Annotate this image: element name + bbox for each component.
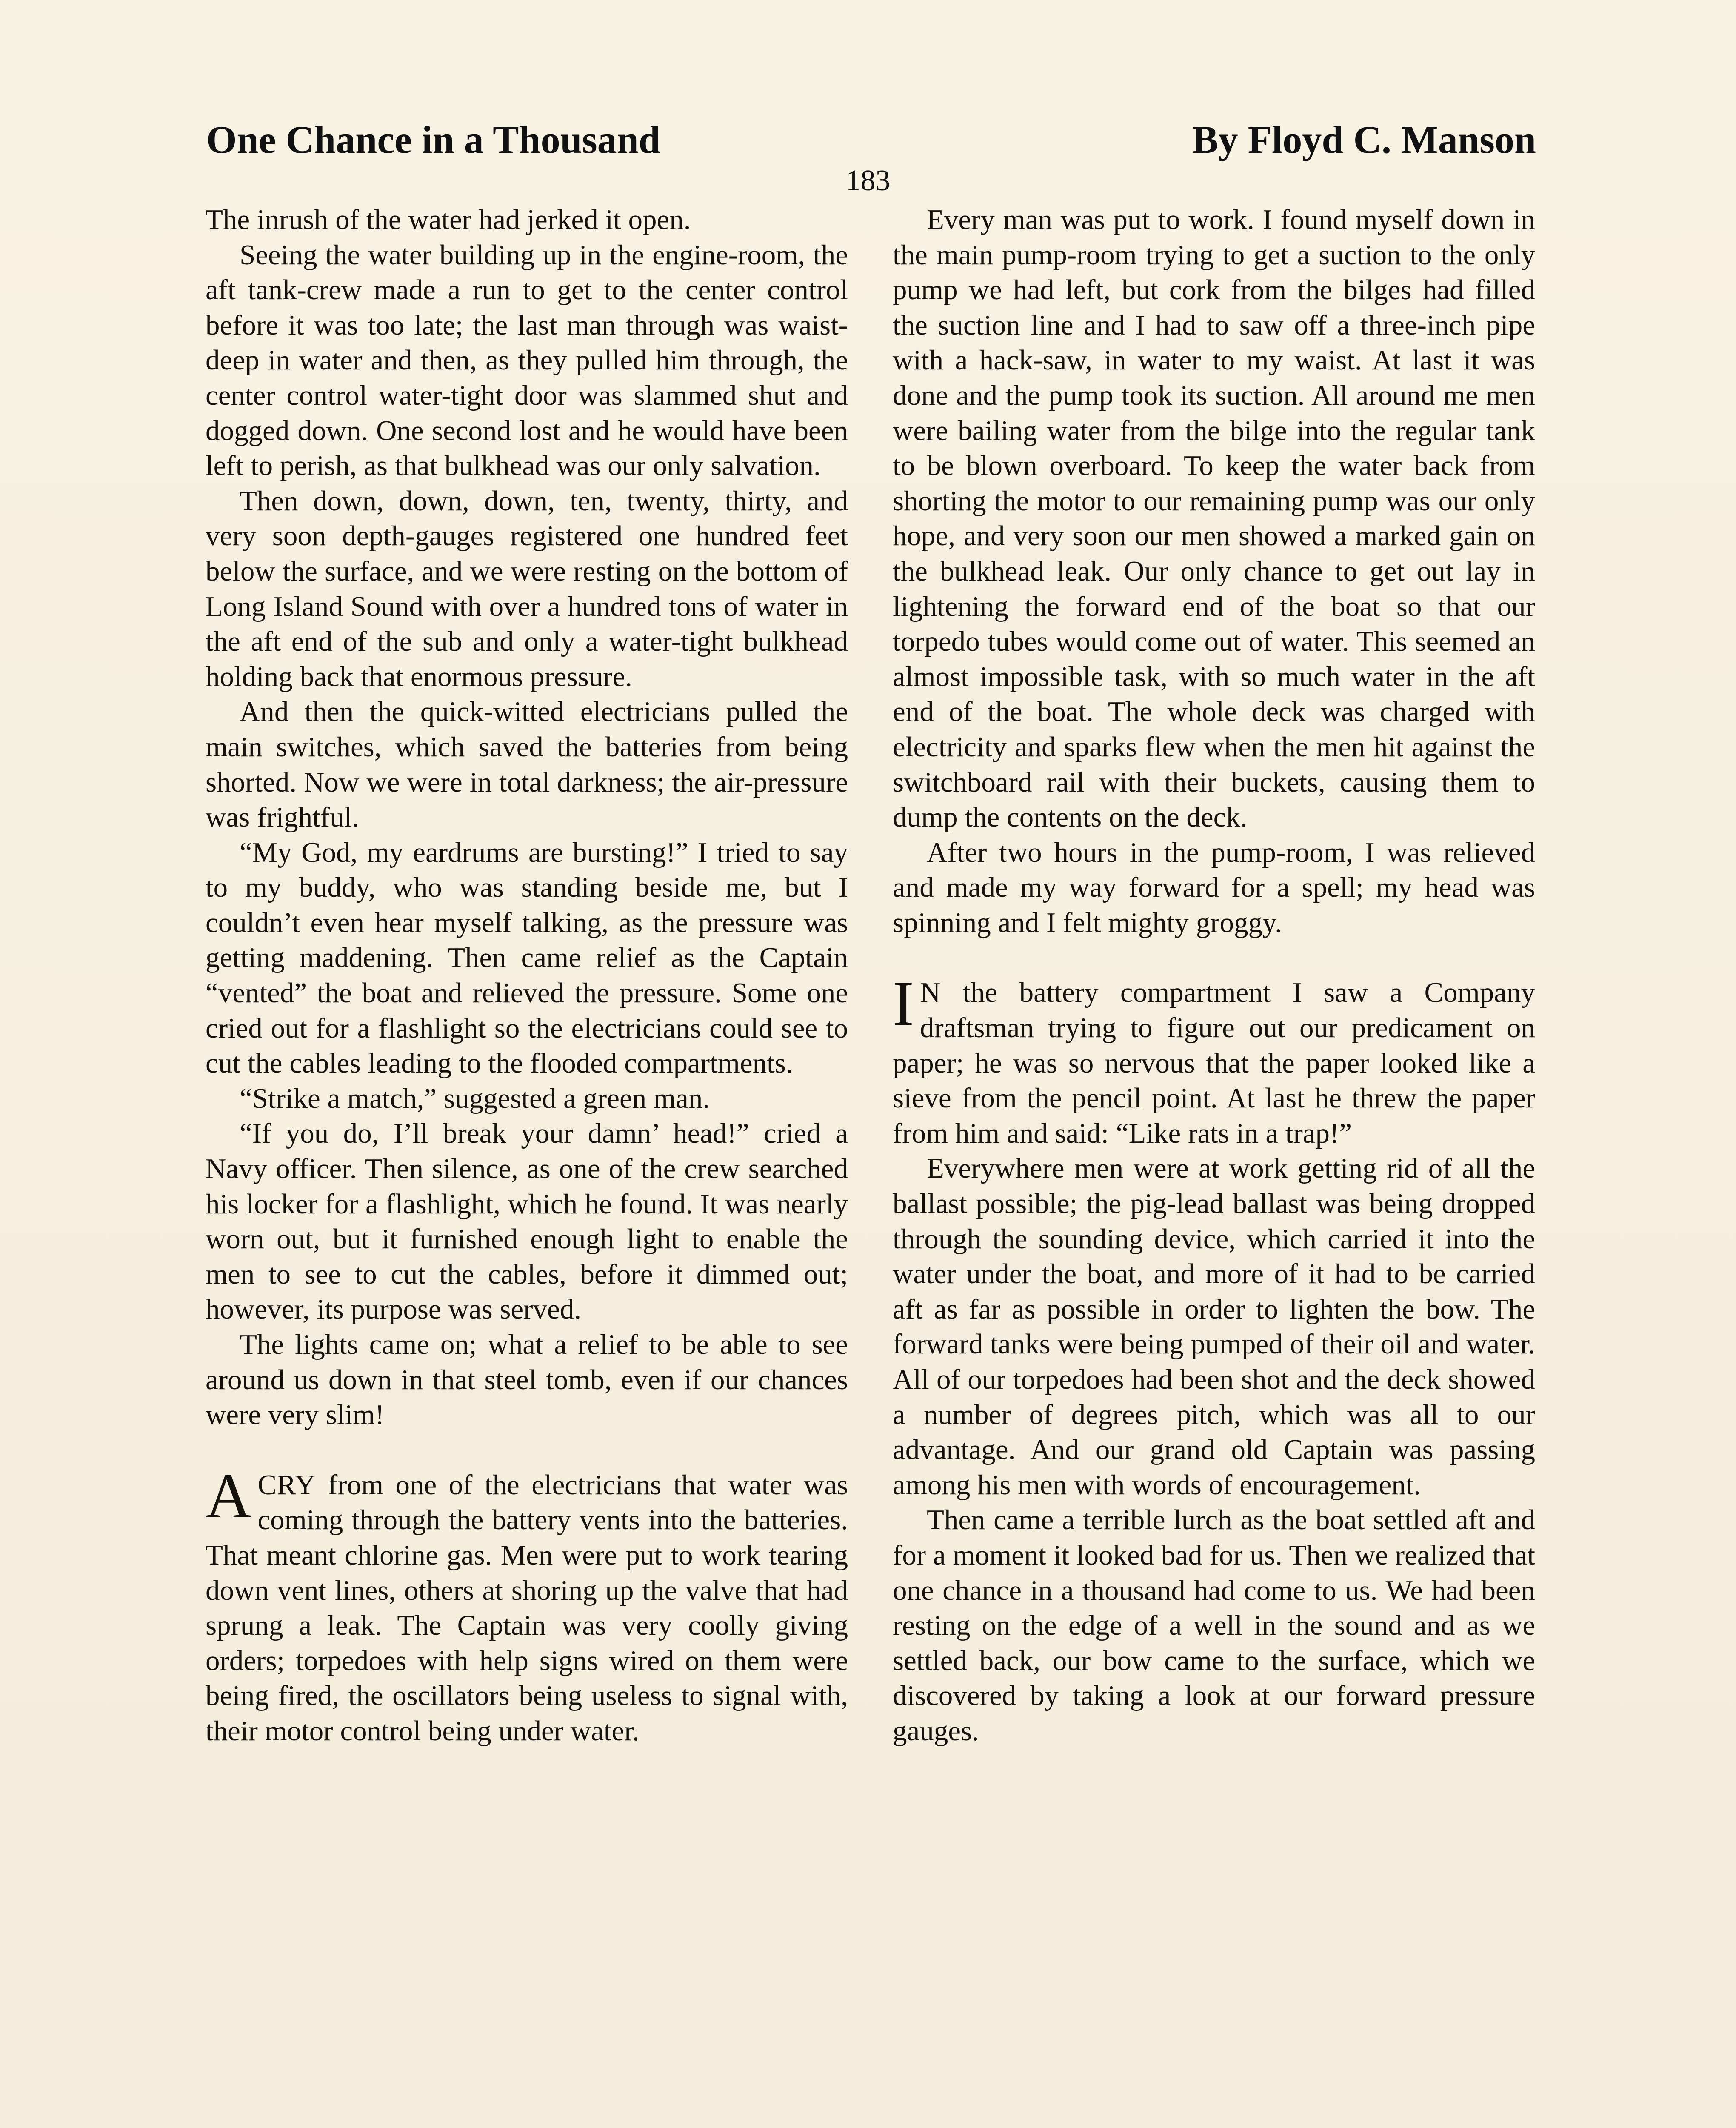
- paragraph: After two hours in the pump-room, I was relieved and made my way forward for a spell; my head was spinning and I felt mighty groggy.: [893, 836, 1535, 938]
- paragraph: Everywhere men were at work getting rid of all the ballast possible; the pig-lead ballast was being dropped through the sounding device, which carried it into the water under the boat, and more of it had to be carried aft as far as possible in order to lighten the bow. The forward tanks were being pumped of their oil and water. All of our torpedoes had been shot and the deck showed a number of degrees pitch, which was all to our advantage. And our grand old Captain was passing among his men with words of encouragement.: [893, 1153, 1535, 1501]
- paragraph: “My God, my eardrums are bursting!” I tried to say to my buddy, who was standing beside me, but I couldn’t even hear myself talking, as the pressure was getting maddening. Then came relief as the Captain “vented” the boat and relieved the pressure. Some one cried out for a flashlight so the electricians could see to cut the cables leading to the flooded compartments.: [206, 836, 848, 1079]
- paragraph: Then came a terrible lurch as the boat settled aft and for a moment it looked bad for us. Then we realized that one chance in a thousand had come to us. We had been resting on the edge of a well in the sound and as we settled back, our bow came to the surface, which we discovered by taking a look at our forward pressure gauges.: [893, 1504, 1535, 1747]
- drop-cap: A: [206, 1460, 252, 1531]
- paragraph: And then the quick-witted electricians pulled the main switches, which saved the batteries from being shorted. Now we were in total darkness; the air-pressure was frightful.: [206, 696, 848, 833]
- paragraph: Seeing the water building up in the engine-room, the aft tank-crew made a run to get to the center control before it was too late; the last man through was waist-deep in water and then, as they pulled him through, the center control water-tight door was slammed shut and dogged down. One second lost and he would have been left to perish, as that bulkhead was our only salvation.: [206, 239, 848, 482]
- paragraph-text: from one of the electricians that water was coming through the battery vents into the batteries. That meant chlorine gas. Men were put to work tearing down vent lines, others at shoring up the valve that had sprung a leak. The Captain was very coolly giving orders; torpedoes with help signs wired on them were being fired, the oscillators being useless to signal with, their motor control being under water.: [206, 1469, 848, 1747]
- drop-cap: I: [893, 968, 914, 1039]
- lead-word: N: [919, 977, 941, 1009]
- author-byline: By Floyd C. Manson: [1192, 118, 1536, 161]
- paragraph: The inrush of the water had jerked it open.: [206, 204, 691, 235]
- paragraph: “Strike a match,” suggested a green man.: [240, 1082, 710, 1114]
- paragraph: “If you do, I’ll break your damn’ head!” cried a Navy officer. Then silence, as one of the crew searched his locker for a flashlight, which he found. It was nearly worn out, but it furnished enough light to enable the men to see to cut the cables, before it dimmed out; however, its purpose was served.: [206, 1118, 848, 1325]
- paragraph: Then down, down, down, ten, twenty, thirty, and very soon depth-gauges registered one hundred feet below the surface, and we were resting on the bottom of Long Island Sound with over a hundred tons of water in the aft end of the sub and only a water-tight bulkhead holding back that enormous pressure.: [206, 485, 848, 692]
- page-number: 183: [845, 164, 891, 197]
- paragraph: Every man was put to work. I found myself down in the main pump-room trying to get a suction to the only pump we had left, but cork from the bilges had filled the suction line and I had to saw off a three-inch pipe with a hack-saw, in water to my waist. At last it was done and the pump took its suction. All around me men were bailing water from the bilge into the regular tank to be blown overboard. To keep the water back from shorting the motor to our remaining pump was our only hope, and very soon our men showed a marked gain on the bulkhead leak. Our only chance to get out lay in lightening the forward end of the boat so that our torpedo tubes would come out of water. This seemed an almost impossible task, with so much water in the aft end of the boat. The whole deck was charged with electricity and sparks flew when the men hit against the switchboard rail with their buckets, causing them to dump the contents on the deck.: [893, 204, 1535, 833]
- running-head: [206, 117, 1536, 168]
- right-column: [893, 202, 1535, 1749]
- section-paragraph: [206, 1460, 848, 1749]
- left-column: [206, 202, 848, 1749]
- lead-word: CRY: [257, 1469, 316, 1501]
- paragraph: The lights came on; what a relief to be able to see around us down in that steel tomb, even if our chances were very slim!: [206, 1329, 848, 1431]
- story-title: One Chance in a Thousand: [206, 118, 660, 161]
- section-paragraph: [893, 968, 1536, 1151]
- paragraph-text: the battery compartment I saw a Company draftsman trying to figure out our predicament on paper; he was so nervous that the paper looked like a sieve from the pencil point. At last he threw the paper from him and said: “Like rats in a trap!”: [893, 977, 1536, 1149]
